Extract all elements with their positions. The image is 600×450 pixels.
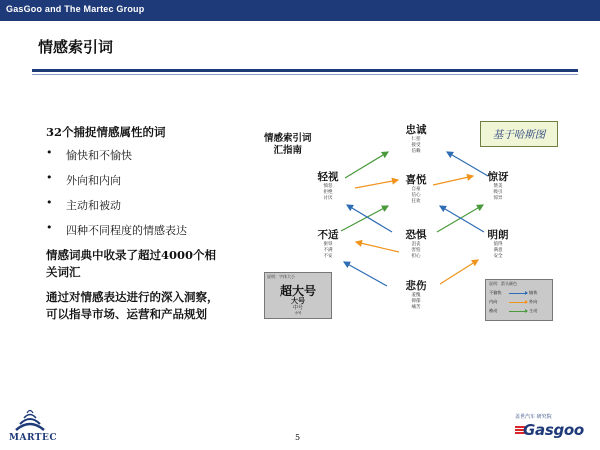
bullet-item: • 主动和被动 — [46, 196, 121, 212]
size-legend-l: 大号 — [291, 296, 305, 305]
bullet-item: • 外向和内向 — [46, 171, 121, 187]
based-on-label: 基于哈斯图 — [492, 129, 546, 141]
size-legend-s: 小号 — [294, 311, 302, 315]
arrow-orange — [440, 260, 478, 284]
arrow-legend-row: 不愉快 愉快 — [489, 290, 538, 295]
node-contempt: 轻视 愤怒 拒绝 讨厌 — [317, 171, 339, 201]
dictionary-note: 情感词典中收录了超过4000个相关词汇 — [46, 248, 217, 279]
arrow-orange — [355, 180, 398, 188]
bullet-heading: 32个捕捉情感属性的词 — [46, 125, 166, 139]
arrow-orange — [356, 242, 399, 252]
arrow-blue-icon — [509, 293, 527, 294]
size-legend-xl: 超大号 — [279, 284, 316, 298]
arrow-blue — [440, 206, 484, 232]
node-surprise: 惊讶 赞美 吸引 惊异 — [487, 171, 509, 201]
arrow-orange — [433, 176, 473, 185]
bullet-item: • 愉快和不愉快 — [46, 146, 132, 162]
martec-logo-text: MARTEC — [9, 433, 57, 443]
bullet-dot-icon: • — [46, 146, 53, 159]
bullet-dot-icon: • — [46, 221, 53, 234]
page-number: 5 — [295, 433, 301, 442]
arrow-blue — [347, 205, 392, 232]
arrow-legend-row: 被动 主动 — [489, 308, 538, 313]
node-loyalty: 忠诚 仁慈 接受 信赖 — [405, 124, 427, 154]
arrow-legend-note: 说明：箭头颜色 — [489, 281, 517, 286]
header-company: GasGoo and The Martec Group — [6, 4, 145, 14]
based-on-badge — [480, 121, 558, 147]
arrow-legend-row: 内向 外向 — [489, 299, 538, 304]
gasgoo-logo-cn: 盖世汽车 研究院 — [515, 414, 552, 420]
bullet-item: • 四种不同程度的情感表达 — [46, 221, 187, 237]
arrow-green — [345, 152, 388, 178]
arrow-orange-icon — [509, 302, 527, 303]
gasgoo-logo — [515, 413, 590, 443]
node-fear: 恐惧 沮丧 害怕 担心 — [405, 229, 427, 259]
guide-label: 情感索引词 汇指南 — [264, 133, 312, 156]
node-sadness: 悲伤 羞愧 抑郁 痛苦 — [405, 280, 427, 310]
size-legend-note: 说明：字体大小 — [267, 274, 295, 279]
node-cheerful: 明朗 值得 满意 安全 — [487, 229, 509, 259]
node-joy: 喜悦 自豪 信心 狂欢 — [405, 174, 427, 204]
node-discomfort: 不适 驱辱 不满 不安 — [317, 229, 339, 259]
arrow-color-legend — [485, 279, 553, 321]
arrow-green-icon — [509, 311, 527, 312]
size-legend-m: 中号 — [292, 305, 303, 311]
page-title: 情感索引词 — [38, 38, 114, 56]
bullet-dot-icon: • — [46, 171, 53, 184]
arrow-blue — [344, 262, 387, 286]
insight-note: 通过对情感表达进行的深入洞察，可以指导市场、运营和产品规划 — [46, 290, 219, 321]
font-size-legend — [264, 272, 332, 319]
bullet-dot-icon: • — [46, 196, 53, 209]
arrow-green — [341, 206, 388, 231]
gasgoo-logo-text: Gasgoo — [523, 421, 584, 439]
